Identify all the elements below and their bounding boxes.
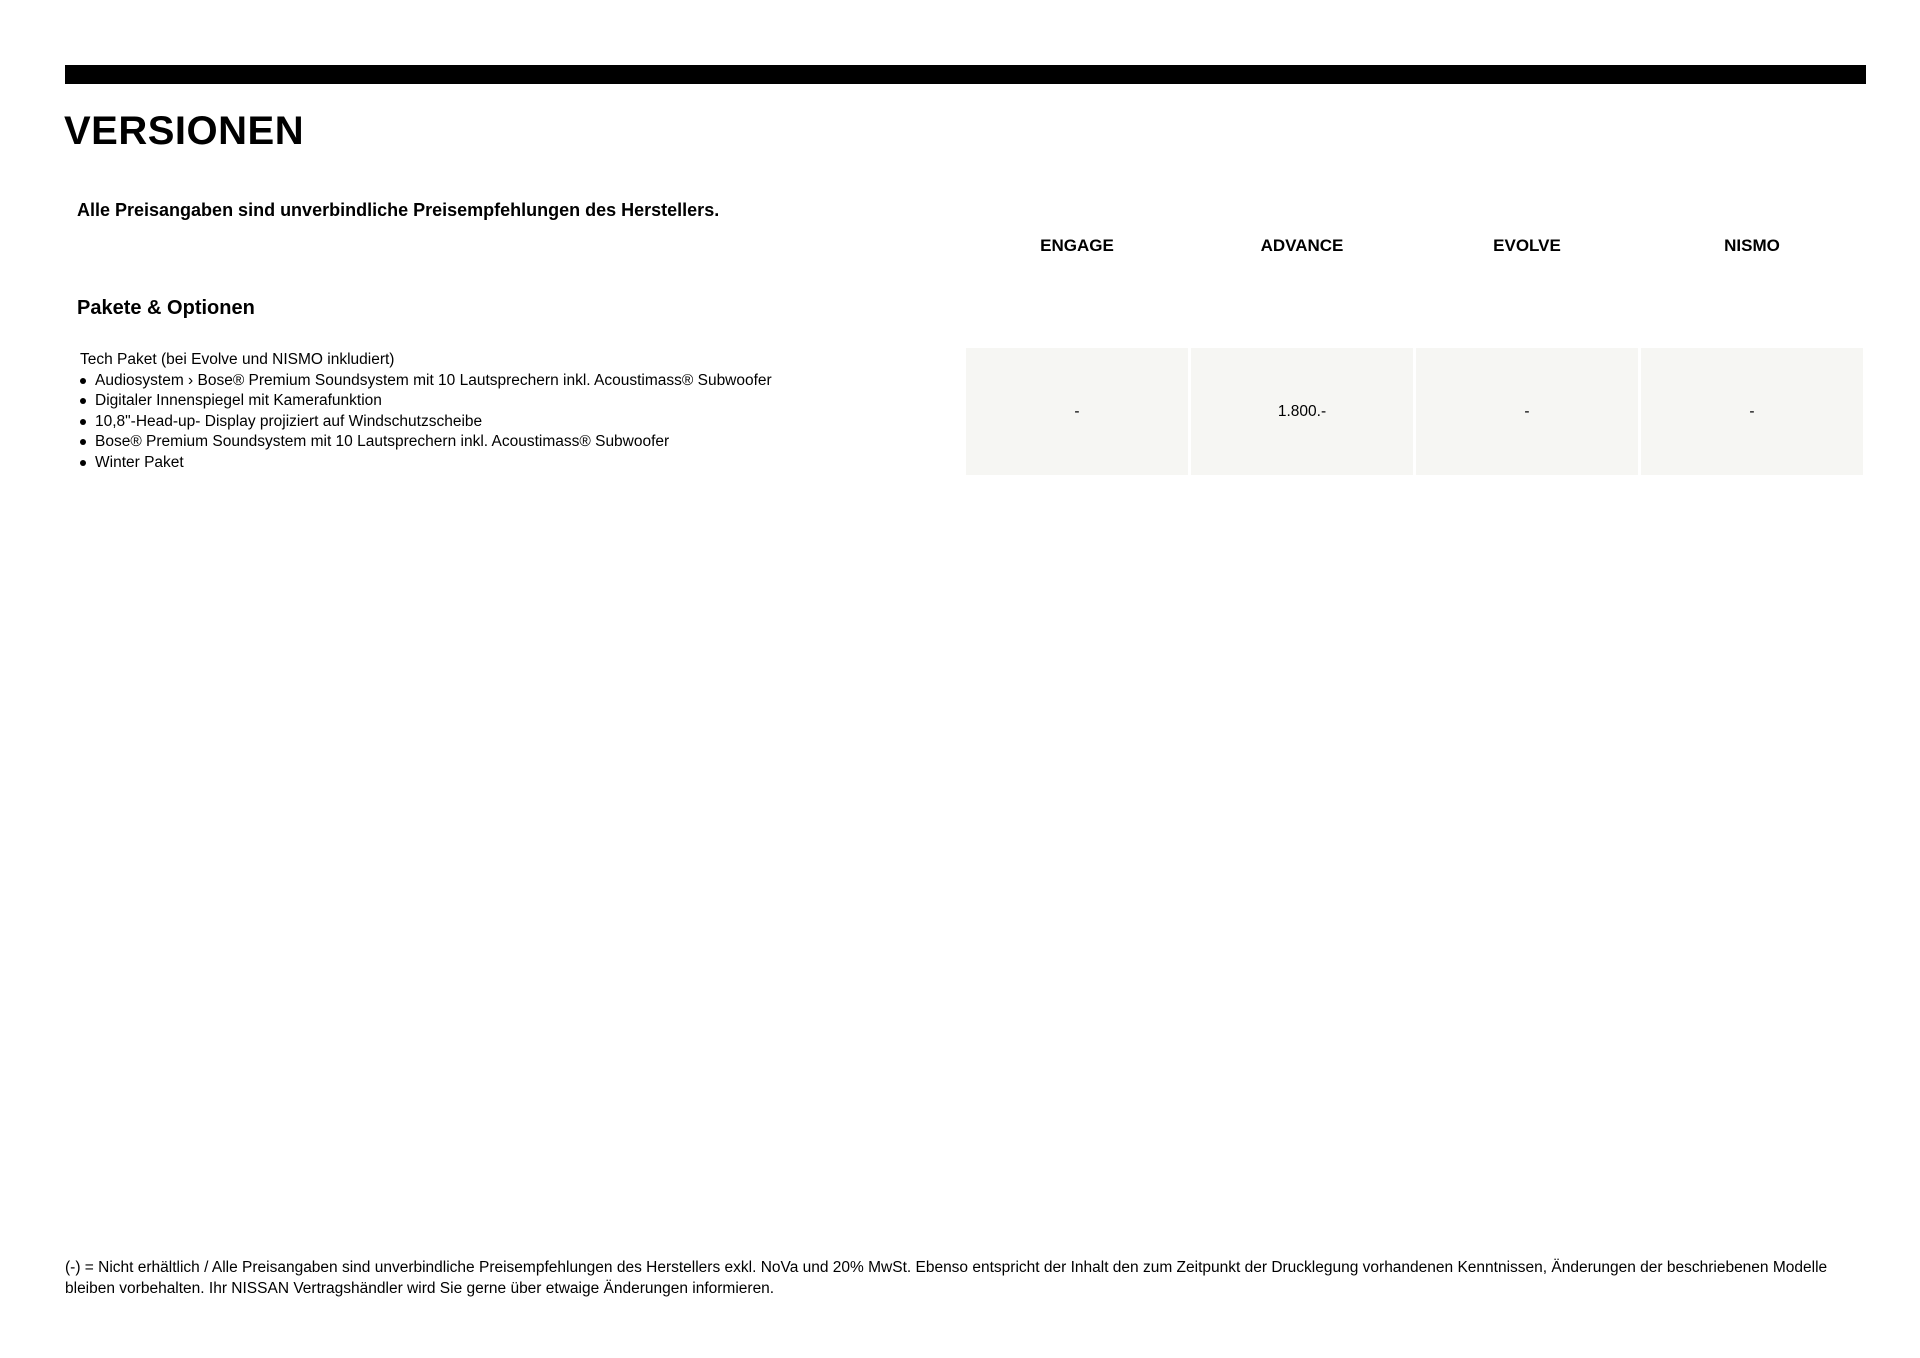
price-cell-advance [1191,348,1413,475]
feature-text: Digitaler Innenspiegel mit Kamerafunktion [95,392,382,410]
bullet-icon [80,460,86,466]
bullet-icon [80,378,86,384]
price-cell-engage [966,348,1188,475]
top-divider-bar [65,65,1866,84]
page-title: VERSIONEN [64,109,305,153]
feature-text: 10,8"-Head-up- Display projiziert auf Windschutzscheibe [95,412,483,430]
column-header-evolve: EVOLVE [1493,236,1561,255]
feature-item [80,453,960,474]
feature-text: Bose® Premium Soundsystem mit 10 Lautsprechern inkl. Acoustimass® Subwoofer [95,433,670,451]
price-note: Alle Preisangaben sind unverbindliche Preisempfehlungen des Herstellers. [77,200,720,220]
price-value-engage: - [1074,402,1080,420]
price-value-nismo: - [1749,402,1755,420]
price-cell-evolve [1416,348,1638,475]
feature-list [80,371,960,474]
package-description [80,350,960,474]
price-value-advance: 1.800.- [1277,402,1327,420]
column-header-advance: ADVANCE [1260,236,1344,255]
column-header-engage: ENGAGE [1040,236,1114,255]
feature-item [80,371,960,392]
feature-text: Audiosystem › Bose® Premium Soundsystem mit 10 Lautsprechern inkl. Acoustimass® Subwoofer [95,371,772,389]
feature-item [80,391,960,412]
footnote: (-) = Nicht erhältlich / Alle Preisangaben sind unverbindliche Preisempfehlungen des Herstellers exkl. NoVa und 20% MwSt. Ebenso entspricht der Inhalt den zum Zeitpunkt der Drucklegung vorhandenen Kenntnissen, Änderungen der beschriebenen Modelle bleiben vorbehalten. Ihr NISSAN Vertragshändler wird Sie gerne über etwaige Änderungen informieren. [65,1259,1828,1297]
price-cell-nismo [1641,348,1863,475]
feature-text: Winter Paket [95,453,184,471]
feature-item [80,412,960,433]
package-title: Tech Paket (bei Evolve und NISMO inkludiert) [80,351,395,368]
feature-item [80,432,960,453]
bullet-icon [80,419,86,425]
section-title: Pakete & Optionen [77,297,255,319]
bullet-icon [80,398,86,404]
price-value-evolve: - [1524,402,1530,420]
column-header-nismo: NISMO [1724,236,1780,255]
bullet-icon [80,439,86,445]
